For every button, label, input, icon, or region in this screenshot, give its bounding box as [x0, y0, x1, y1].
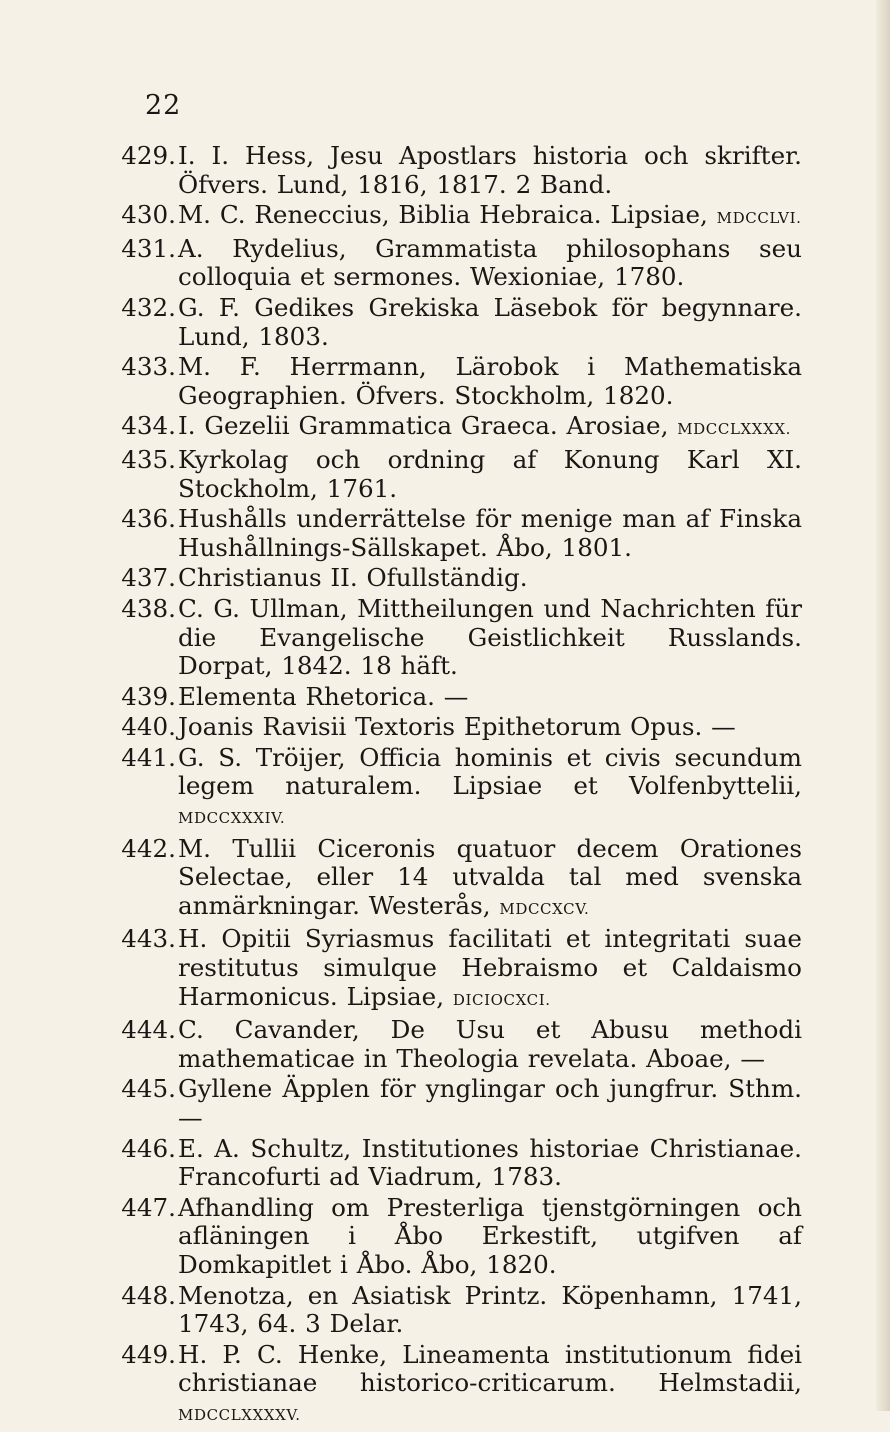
entry-number: 429.	[121, 141, 176, 170]
entry-number: 437.	[121, 563, 176, 593]
entry-number: 433.	[121, 352, 176, 382]
entry-number: 430.	[121, 200, 176, 230]
entry-year-roman: DICIOCXCI.	[452, 990, 551, 1009]
entry-text: A. Rydelius, Grammatista philosophans seu colloquia et sermones. Wexioniae, 1780.	[178, 233, 802, 292]
entry-text: H. Opitii Syriasmus facilitati et integritati suae restitutus simulque Hebraismo et Caldaismo Harmonicus. Lipsiae,	[178, 924, 802, 1011]
entry-number: 436.	[121, 504, 176, 534]
entry-number: 444.	[121, 1015, 176, 1045]
entry-text-wrap	[178, 835, 802, 924]
entry-number: 448.	[121, 1280, 176, 1310]
catalog-entry	[112, 683, 802, 712]
catalog-entry	[112, 1282, 802, 1339]
entry-text-wrap	[178, 412, 802, 444]
entry-text: E. A. Schultz, Institutiones historiae Christianae. Francofurti ad Viadrum, 1783.	[178, 1133, 802, 1192]
catalog-entry	[112, 564, 802, 593]
entry-text: M. C. Reneccius, Biblia Hebraica. Lipsiae,	[178, 200, 708, 230]
entry-text: Joanis Ravisii Textoris Epithetorum Opus. —	[178, 712, 736, 742]
entry-number: 449.	[121, 1339, 176, 1369]
catalog-entry	[112, 1194, 802, 1280]
catalog-entry	[112, 294, 802, 351]
entry-number: 440.	[121, 712, 176, 742]
entry-text: G. F. Gedikes Grekiska Läsebok för begynnare. Lund, 1803.	[178, 292, 802, 351]
catalog-entry	[112, 744, 802, 833]
entry-text: G. S. Tröijer, Officia hominis et civis secundum legem naturalem. Lipsiae et Volfenbyttelii,	[178, 742, 802, 801]
entry-number: 443.	[121, 924, 176, 954]
entry-number: 434.	[121, 411, 176, 441]
catalog-entry	[112, 446, 802, 503]
entry-text: C. Cavander, De Usu et Abusu methodi mathematicae in Theologia revelata. Aboae, —	[178, 1015, 802, 1073]
catalog-entry	[112, 1016, 802, 1073]
entry-text: Elementa Rhetorica. —	[178, 681, 469, 711]
entry-text: Gyllene Äpplen för ynglingar och jungfrur. Sthm. —	[178, 1074, 802, 1132]
entry-year-roman: MDCCLXXXXV.	[178, 1405, 301, 1424]
entry-number: 441.	[121, 742, 176, 772]
entry-text: I. Gezelii Grammatica Graeca. Arosiae,	[178, 411, 669, 441]
catalog-entry	[112, 353, 802, 410]
entry-number: 442.	[121, 833, 176, 863]
entry-year-roman: MDCCXXXIV.	[178, 809, 286, 828]
entry-text: Kyrkolag och ordning af Konung Karl XI. Stockholm, 1761.	[178, 444, 802, 503]
entry-text: Afhandling om Presterliga tjenstgörningen och afläningen i Åbo Erkestift, utgifven af Domkapitlet i Åbo. Åbo, 1820.	[178, 1192, 802, 1279]
entry-number: 447.	[121, 1192, 176, 1222]
entry-number: 439.	[121, 681, 176, 711]
entry-text: Hushålls underrättelse för menige man af Finska Hushållnings-Sällskapet. Åbo, 1801.	[178, 504, 802, 562]
entry-text: M. Tullii Ciceronis quatuor decem Orationes Selectae, eller 14 utvalda tal med svenska anmärkningar. Westerås,	[178, 833, 802, 920]
catalog-entry	[112, 142, 802, 199]
entry-year-roman: MDCCLVI.	[716, 209, 802, 228]
page-number: 22	[145, 90, 182, 121]
entry-text: H. P. C. Henke, Lineamenta institutionum fidei christianae historico-criticarum. Helmstadii,	[178, 1339, 802, 1398]
catalog-entry-list	[112, 142, 802, 1432]
catalog-entry	[112, 713, 802, 742]
entry-number: 432.	[121, 292, 176, 322]
entry-number: 435.	[121, 444, 176, 474]
catalog-entry	[112, 412, 802, 444]
catalog-entry	[112, 1075, 802, 1132]
entry-text: Christianus II. Ofullständig.	[178, 563, 528, 593]
entry-number: 446.	[121, 1133, 176, 1163]
entry-number: 445.	[121, 1074, 176, 1104]
entry-text-wrap	[178, 744, 802, 833]
entry-year-roman: MDCCXCV.	[499, 899, 590, 918]
entry-text: C. G. Ullman, Mittheilungen und Nachrichten für die Evangelische Geistlichkeit Russlands. Dorpat, 1842. 18 häft.	[178, 593, 802, 681]
catalog-entry	[112, 925, 802, 1014]
catalog-entry	[112, 201, 802, 233]
entry-text: M. F. Herrmann, Lärobok i Mathematiska Geographien. Öfvers. Stockholm, 1820.	[178, 352, 802, 410]
catalog-entry	[112, 1341, 802, 1430]
entry-text-wrap	[178, 925, 802, 1014]
catalog-entry	[112, 595, 802, 681]
entry-number: 431.	[121, 233, 176, 263]
catalog-entry	[112, 235, 802, 292]
catalog-entry	[112, 835, 802, 924]
page-edge	[876, 0, 890, 1411]
entry-text: Menotza, en Asiatisk Printz. Köpenhamn, 1741, 1743, 64. 3 Delar.	[178, 1280, 802, 1339]
catalog-entry	[112, 505, 802, 562]
entry-text-wrap	[178, 1341, 802, 1430]
entry-text-wrap	[178, 201, 802, 233]
entry-number: 438.	[121, 593, 176, 623]
catalog-entry	[112, 1135, 802, 1192]
entry-year-roman: MDCCLXXXX.	[677, 420, 792, 439]
entry-text: I. I. Hess, Jesu Apostlars historia och skrifter. Öfvers. Lund, 1816, 1817. 2 Band.	[178, 141, 802, 199]
